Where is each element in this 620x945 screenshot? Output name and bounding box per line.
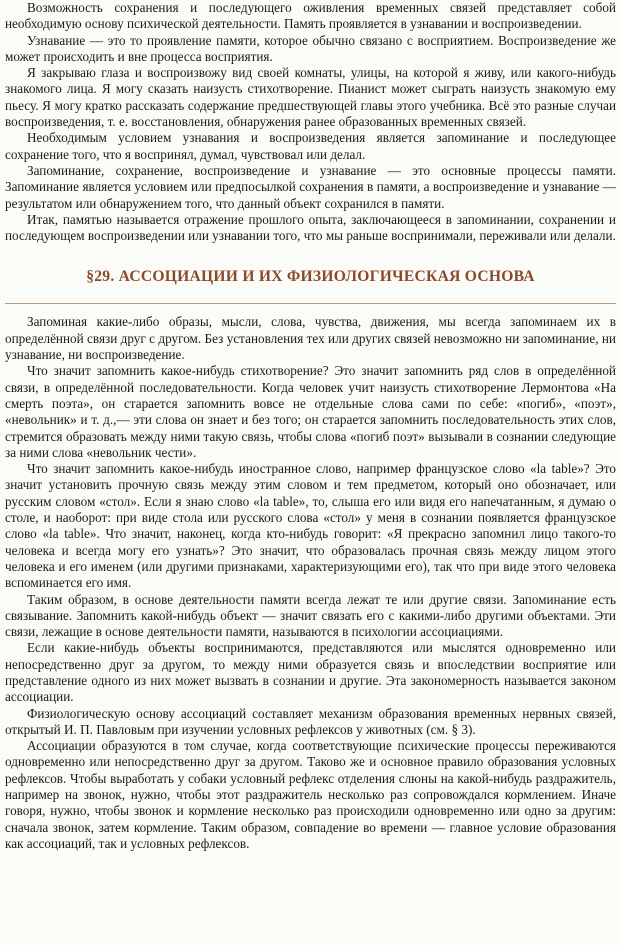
paragraph: Что значит запомнить какое-нибудь иностранное слово, например французское слово «la table»? Это значит установить прочную связь между этим словом и тем предметом, который оно обозначает, или русским словом «стол». Если я знаю слово «la table», то, слыша его или видя его напечатанным, я думаю о столе, и наоборот: при виде стола или русского слова «стол» у меня в сознании появляется французское слово «la table». Что значит, наконец, когда кто-нибудь говорит: «Я прекрасно запомнил лицо такого-то человека и всегда могу его узнать»? Это значит, что образовалась прочная связь между лицом этого человека и его именем (или другими признаками, характеризующими его), так что при виде этого человека вспоминается его имя.	[5, 461, 616, 591]
paragraph: Узнавание — это то проявление памяти, которое обычно связано с восприятием. Воспроизведение же может происходить и вне процесса восприятия.	[5, 32, 616, 64]
paragraph: Итак, памятью называется отражение прошлого опыта, заключающееся в запоминании, сохранении и последующем воспроизведении или узнавании того, что мы раньше воспринимали, переживали или делали.	[5, 211, 616, 244]
paragraph: Необходимым условием узнавания и воспроизведения является запоминание и последующее сохранение того, что я воспринял, думал, чувствовал или делал.	[5, 130, 616, 162]
paragraph: Если какие-нибудь объекты воспринимаются, представляются или мыслятся одновременно или непосредственно друг за другом, то между ними образуется связь и впоследствии восприятие или представление одного из них может вызвать в сознании и другие. Эта закономерность называется законом ассоциации.	[5, 640, 616, 705]
paragraph: Я закрываю глаза и воспроизвожу вид своей комнаты, улицы, на которой я живу, или какого-нибудь знакомого лица. Я могу сказать наизусть стихотворение. Пианист может сыграть наизусть знакомую ему пьесу. Я могу кратко рассказать содержание предшествующей главы этого учебника. Всё это разные случаи воспроизведения, т. е. восстановления, обнаружения ранее образованных временных связей.	[5, 65, 616, 130]
section-29-body	[5, 314, 616, 852]
section-28-end	[5, 0, 616, 244]
paragraph: Запоминание, сохранение, воспроизведение и узнавание — это основные процессы памяти. Запоминание является условием или предпосылкой сохранения в памяти, а воспроизведение и узнавание — результатом или обнаружением того, что данный объект сохранился в памяти.	[5, 162, 616, 211]
section-heading: §29. АССОЦИАЦИИ И ИХ ФИЗИОЛОГИЧЕСКАЯ ОСНОВА	[86, 268, 535, 286]
paragraph: Возможность сохранения и последующего оживления временных связей представляет собой необходимую основу психической деятельности. Память проявляется в узнавании и воспроизведении.	[5, 0, 616, 32]
heading-divider	[5, 303, 616, 304]
paragraph: Что значит запомнить какое-нибудь стихотворение? Это значит запомнить ряд слов в определённой связи, в определённой последовательности. Когда человек учит наизусть стихотворение Лермонтова «На смерть поэта», он старается запомнить вовсе не отдельные слова сами по себе: «погиб», «поэт», «невольник» и т. д.,— эти слова он знает и без того; он старается запомнить последовательность этих слов, стремится образовать между ними такую связь, чтобы слова «погиб поэт» вызывали в сознании следующие за ними слова «невольник чести».	[5, 363, 616, 460]
paragraph: Запоминая какие-либо образы, мысли, слова, чувства, движения, мы всегда запоминаем их в определённой связи друг с другом. Без установления тех или других связей невозможно ни запоминание, ни узнавание, ни воспроизведение.	[5, 314, 616, 363]
paragraph: Таким образом, в основе деятельности памяти всегда лежат те или другие связи. Запоминание есть связывание. Запомнить какой-нибудь объект — значит связать его с какими-либо другими объектами. Эти связи, лежащие в основе деятельности памяти, называются в психологии ассоциациями.	[5, 591, 616, 640]
paragraph: Ассоциации образуются в том случае, когда соответствующие психические процессы переживаются одновременно или непосредственно друг за другом. Таково же и основное правило образования условных рефлексов. Чтобы выработать у собаки условный рефлекс отделения слюны на какой-нибудь раздражитель, например на звонок, нужно, чтобы этот раздражитель несколько раз сопровождался кормлением. Иначе говоря, нужно, чтобы звонок и кормление несколько раз происходили одновременно или одно за другим: сначала звонок, затем кормление. Таким образом, совпадение во времени — главное условие образования как ассоциаций, так и условных рефлексов.	[5, 738, 616, 851]
paragraph: Физиологическую основу ассоциаций составляет механизм образования временных нервных связей, открытый И. П. Павловым при изучении условных рефлексов у животных (см. § 3).	[5, 705, 616, 737]
